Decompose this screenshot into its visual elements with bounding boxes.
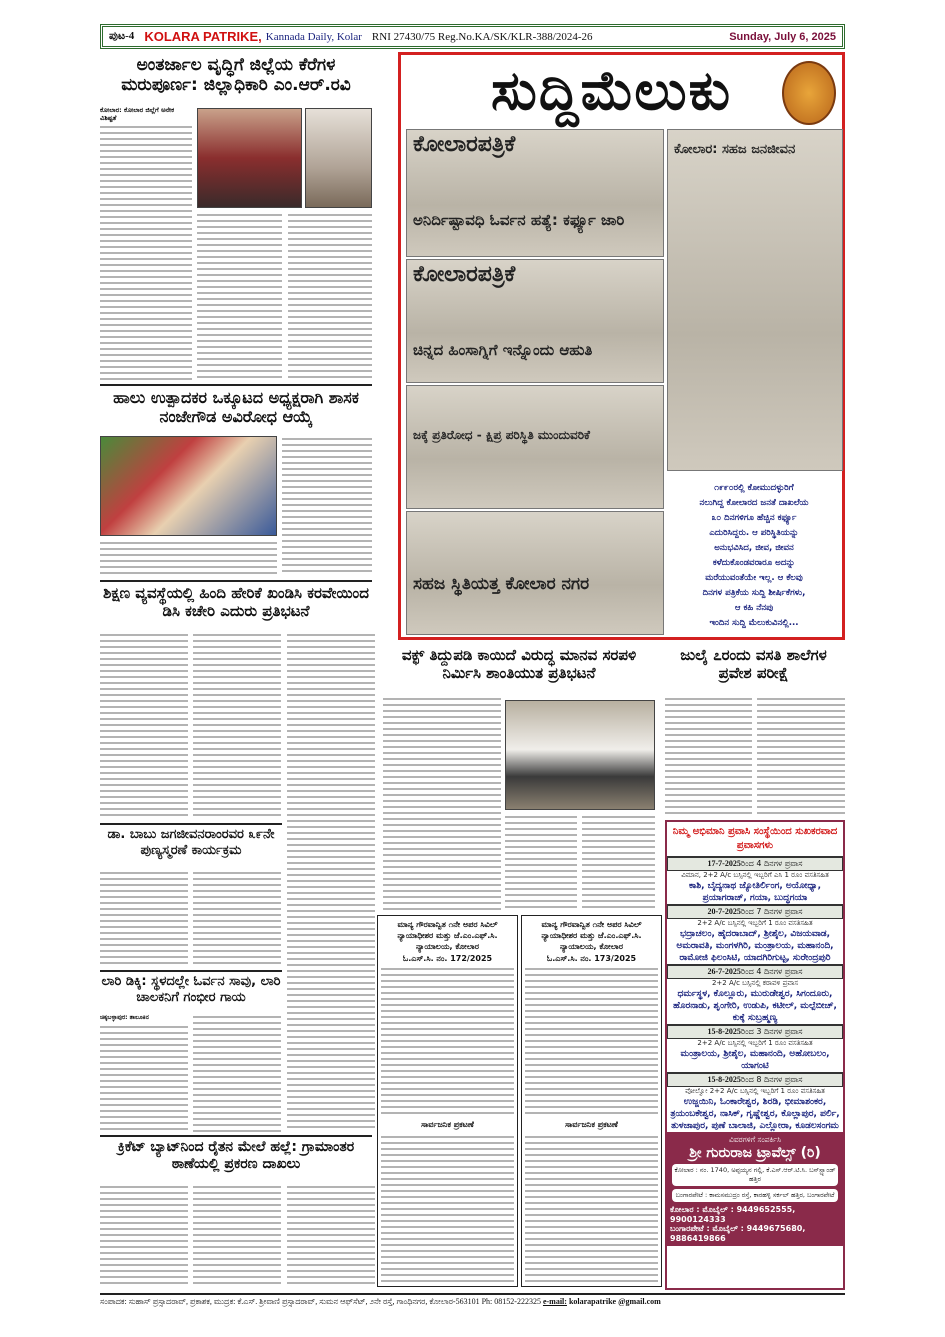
headline-lakes: ಅಂತರ್ಜಾಲ ವೃದ್ಧಿಗೆ ಜಿಲ್ಲೆಯ ಕೆರೆಗಳ ಮರುಪೂರ್ಣ: ಜಿಲ್ಲಾಧಿಕಾರಿ ಎಂ.ಆರ್.ರವಿ [121,55,351,96]
trip-item: 15-8-2025ರಿಂದ 3 ದಿನಗಳ ಪ್ರವಾಸ 2+2 A/c ಬಸ್ಸಿನಲ್ಲಿ ಇಬ್ಬರಿಗೆ 1 ರೂಂ ವಸತಿಸಹಿತ ಮಂತ್ರಾಲಯ, ಶ್ರೀಶೈಲ, ಮಹಾನಂದಿ, ಅಹೋಬಲಂ, ಯಾಗಂಟಿ [667,1024,843,1072]
headline-residential-schools: ಜುಲೈ ೭ರಂದು ವಸತಿ ಶಾಲೆಗಳ ಪ್ರವೇಶ ಪರೀಕ್ಷೆ [680,646,827,682]
headline-hindi-protest: ಶಿಕ್ಷಣ ವ್ಯವಸ್ಥೆಯಲ್ಲಿ ಹಿಂದಿ ಹೇರಿಕೆ ಖಂಡಿಸಿ ಕರವೇಯಿಂದ ಡಿಸಿ ಕಚೇರಿ ಎದುರು ಪ್ರತಿಭಟನೆ [103,584,369,620]
article-body [287,1184,375,1288]
trip-item: 17-7-2025ರಿಂದ 4 ದಿನಗಳ ಪ್ರವಾಸ ವಿಮಾನ, 2+2 A/c ಬಸ್ಸಿನಲ್ಲಿ ಇಬ್ಬರಿಗೆ ಎಸಿ 1 ರೂಂ ವಸತಿಸಹಿತ ಕಾಶಿ, ಬೈದ್ಯನಾಥ ಜ್ಯೋತಿರ್ಲಿಂಗ, ಅಯೋಧ್ಯಾ, ಪ್ರಯಾಗರಾಜ್, ಗಯಾ, ಬುದ್ಧಗಯಾ [667,856,843,904]
phone-bangarapet: ಬಂಗಾರಪೇಟೆ : ಮೊಬೈಲ್ : 9449675680, 9886419866 [670,1224,806,1243]
article-body [287,632,375,1132]
headline-lorry-accident: ಲಾರಿ ಡಿಕ್ಕಿ: ಸ್ಥಳದಲ್ಲೇ ಓರ್ವನ ಸಾವು, ಲಾರಿ ಚಾಲಕನಿಗೆ ಗಂಭೀರ ಗಾಯ [101,974,281,1005]
newspaper-logo-icon [782,61,836,125]
article-column [100,106,192,380]
clipping: ಜಕ್ಕೆ ಪ್ರತಿರೋಧ - ಕ್ಷಿಪ್ರ ಪರಿಸ್ಥಿತಿ ಮುಂದುವರಿಕೆ [406,385,664,509]
clipping: ಕೋಲಾರಪತ್ರಿಕೆ ಅನಿರ್ದಿಷ್ಟಾವಧಿ ಓರ್ವನ ಹತ್ಯೆ: ಕರ್ಫ್ಯೂ ಜಾರಿ [406,129,664,257]
registration: RNI 27430/75 Reg.No.KA/SK/KLR-388/2024-26 [371,30,593,43]
phone-kolar: ಕೋಲಾರ : ಮೊಬೈಲ್ : 9449652555, 9900124333 [670,1205,796,1224]
photo-officials [197,108,302,208]
divider [100,1135,372,1137]
photo-human-chain [505,700,655,810]
paper-subtitle: Kannada Daily, Kolar [265,30,362,43]
trip-item: 15-8-2025ರಿಂದ 8 ದಿನಗಳ ಪ್ರವಾಸ ವೋಲ್ವೋ 2+2 A/c ಬಸ್ಸಿನಲ್ಲಿ ಇಬ್ಬರಿಗೆ 1 ರೂಂ ವಸತಿಸಹಿತ ಉಜ್ಜಯಿನಿ, ಓಂಕಾರೇಶ್ವರ, ಶಿರಡಿ, ಭೀಮಾಶಂಕರ, ತ್ರಯಂಬಕೇಶ್ವರ, ನಾಸಿಕ್, ಗೃಷ್ಣೇಶ್ವರ, ಕೊಲ್ಲಾಪುರ, ಪರ್ಲಿ, ತುಳಜಾಪುರ, ಪುಣೆ ಬಾಲಾಜಿ, ಎಲ್ಲೋರಾ, ಕೂಡಲಸಂಗಮ [667,1072,843,1132]
feature-caption: ೧೯೯೦ರಲ್ಲಿ ಕೋಮುದಳ್ಳುರಿಗೆ ನಲುಗಿದ್ದ ಕೋಲಾರದ ಜನತೆ ದಾಖಲೆಯ ೩೦ ದಿನಗಳಿಗೂ ಹೆಚ್ಚಿನ ಕರ್ಫ್ಯೂ ಎದುರಿಸಿದ್ದರು. ಆ ಪರಿಸ್ಥಿತಿಯನ್ನು ಅನುಭವಿಸಿದ, ಜೀವ, ಜೀವನ ಕಳೆದುಕೊಂಡವರಾರೂ ಅದನ್ನು ಮರೆಯುವಂತೆಯೇ ಇಲ್ಲ. ಆ ಕೆಲವು ದಿನಗಳ ಪತ್ರಿಕೆಯ ಸುದ್ದಿ ಶೀರ್ಷಿಕೆಗಳು, ಆ ಕಹಿ ನೆನಪು ಇಂದಿನ ಸುದ್ದಿ ಮೆಲುಕುವಿನಲ್ಲಿ... [699,483,809,628]
ad-contact: ವಿವರಗಳಿಗೆ ಸಂಪರ್ಕಿಸಿ ಶ್ರೀ ಗುರುರಾಜ ಟ್ರಾವೆಲ್ಸ್ (ರಿ) ಕೋಲಾರ : ನಂ. 1740, ಅಪ್ಪಯ್ಯನ ಗಲ್ಲಿ, ಕೆ.ಎಸ್.ಆರ್.ಟಿ.ಸಿ. ಬಸ್‌ಸ್ಟ್ಯಾಂಡ್ ಹತ್ತಿರ ಬಂಗಾರಪೇಟೆ : ಕಾಮಸಮುದ್ರಂ ರಸ್ತೆ, ಕಾರಹಳ್ಳಿ ಸರ್ಕಲ್ ಹತ್ತಿರ, ಬಂಗಾರಪೇಟೆ ಕೋಲಾರ : ಮೊಬೈಲ್ : 9449652555, 9900124333 ಬಂಗಾರಪೇಟೆ : ಮೊಬೈಲ್ : 9449675680, 9886419866 [667,1132,843,1246]
dateline-lakes: ಕೋಲಾರ: ಕೋಲಾರ ಜಿಲ್ಲೆಗೆ ಅನೇಕ ವಿಶಿಷ್ಟತೆ [100,106,192,122]
divider [100,823,282,825]
photo-speaker [305,108,372,208]
headline-cricket-bat-assault: ಕ್ರಿಕೆಟ್ ಬ್ಯಾಟ್‌ನಿಂದ ರೈತನ ಮೇಲೆ ಹಲ್ಲೆ: ಗ್ರಾಮಾಂತರ ಠಾಣೆಯಲ್ಲಿ ಪ್ರಕರಣ ದಾಖಲು [117,1139,355,1172]
headline-waqf-protest: ವಕ್ಫ್ ತಿದ್ದುಪಡಿ ಕಾಯಿದೆ ವಿರುದ್ಧ ಮಾನವ ಸರಪಳಿ ನಿರ್ಮಿಸಿ ಶಾಂತಿಯುತ ಪ್ರತಿಭಟನೆ [401,646,637,682]
clipping: ಸಹಜ ಸ್ಥಿತಿಯತ್ತ ಕೋಲಾರ ನಗರ [406,511,664,635]
divider [100,384,372,386]
brand-name: KOLARA PATRIKE, [144,29,262,44]
photo-felicitation [100,436,277,536]
headline-milk-union: ಹಾಲು ಉತ್ಪಾದಕರ ಒಕ್ಕೂಟದ ಅಧ್ಯಕ್ಷರಾಗಿ ಶಾಸಕ ನಂಜೇಗೌಡ ಅವಿರೋಧ ಆಯ್ಕೆ [113,388,359,427]
article-body [100,124,192,380]
masthead [100,24,845,49]
article-body [288,212,372,380]
trip-item: 26-7-2025ರಿಂದ 4 ದಿನಗಳ ಪ್ರವಾಸ 2+2 A/c ಬಸ್ಸಿನಲ್ಲಿ ಕರಾವಳಿ ಪ್ರವಾಸ ಧರ್ಮಸ್ಥಳ, ಕೊಲ್ಲೂರು, ಮುರುಡೇಶ್ವರ, ಸಿಗಂದೂರು, ಹೊರನಾಡು, ಶೃಂಗೇರಿ, ಉಡುಪಿ, ಕಟೀಲ್, ಮಲ್ಪೆಬೀಚ್, ಕುಕ್ಕೆ ಸುಬ್ರಹ್ಮಣ್ಯ [667,964,843,1024]
page-number: ಪುಟ-4 [109,30,135,42]
article-body [100,1024,188,1133]
company-name: ಶ್ರೀ ಗುರುರಾಜ ಟ್ರಾವೆಲ್ಸ್ (ರಿ) [689,1145,821,1161]
article-body [100,1184,188,1288]
article-body [757,696,845,814]
article-body [100,632,188,820]
dateline-accident: ಚಿಕ್ಕಬಳ್ಳಾಪುರ: ತಾಲೂಕಿನ [100,1014,188,1022]
article-body [193,1014,281,1132]
article-body [505,814,577,910]
email-label: e-mail: [542,1297,567,1306]
clipping: ಕೋಲಾರ: ಸಹಜ ಜನಜೀವನ [667,129,843,471]
ad-heading: ನಿಮ್ಮ ಅಭಿಮಾನಿ ಪ್ರವಾಸಿ ಸಂಸ್ಥೆಯಿಂದ ಸುಖಕರವಾದ ಪ್ರವಾಸಗಳು [672,826,838,851]
article-body [100,540,277,576]
article-body [193,632,281,820]
phone: Ph: 08152-222325 [481,1297,541,1306]
article-body [193,1184,281,1288]
imprint-text: ಸಂಪಾದಕ: ಸುಹಾಸ್ ಪ್ರಸ್ಸಾದರಾವ್, ಪ್ರಕಾಶಕ, ಮುದ್ರಕ: ಕೆ.ಎಸ್. ಶ್ರೀವಾಣಿ ಪ್ರಸ್ಸಾದರಾವ್, ಸುಮನ ಆಫ್‌ಸೆಟ್, ೨ನೇ ರಸ್ತೆ, ಗಾಂಧಿನಗರ, ಕೋಲಾರ-563101 [100,1297,480,1306]
travel-advertisement [665,820,845,1290]
clipping: ಕೋಲಾರಪತ್ರಿಕೆ ಚಿನ್ನದ ಹಿಂಸಾಗ್ನಿಗೆ ಇನ್ನೊಂದು ಆಹುತಿ [406,259,664,383]
imprint-footer [100,1293,845,1307]
divider [100,970,282,972]
article-column [100,1014,188,1132]
email-link[interactable]: kolarapatrike @gmail.com [568,1297,661,1306]
feature-title: ಸುದ್ದಿಮೆಲುಕು [491,59,733,122]
article-body [665,696,752,814]
court-notice: ಮಾನ್ಯ ಗೌರವಾನ್ವಿತ ೧ನೇ ಅಪರ ಸಿವಿಲ್ ನ್ಯಾಯಾಧೀಶರ ಮತ್ತು ಜೆ.ಎಂ.ಎಫ್.ಸಿ. ನ್ಯಾಯಾಲಯ, ಕೋಲಾರ ಓ.ಎಸ್.ಸಿ. ನಂ. 173/2025 ಸಾರ್ವಜನಿಕ ಪ್ರಕಟಣೆ [521,915,662,1287]
article-body [197,212,282,380]
divider [100,580,372,582]
issue-date: Sunday, July 6, 2025 [729,30,836,43]
headline-babu-jagjivan: ಡಾ. ಬಾಬು ಜಗಜೀವನರಾಂರವರ ೩೯ನೇ ಪುಣ್ಯಸ್ಮರಣೆ ಕಾರ್ಯಕ್ರಮ [107,827,275,858]
article-body [100,870,188,968]
article-body [282,436,372,576]
trip-item: 20-7-2025ರಿಂದ 7 ದಿನಗಳ ಪ್ರವಾಸ 2+2 A/c ಬಸ್ಸಿನಲ್ಲಿ ಇಬ್ಬರಿಗೆ 1 ರೂಂ ವಸತಿಸಹಿತ ಭದ್ರಾಚಲಂ, ಹೈದರಾಬಾದ್, ಶ್ರೀಶೈಲ, ವಿಜಯವಾಡ, ಅಮರಾವತಿ, ಮಂಗಳಗಿರಿ, ಮಂತ್ರಾಲಯ, ಮಹಾನಂದಿ, ರಾಮೋಜಿ ಫಿಲಂಸಿಟಿ, ಯಾದಗಿರಿಗುಟ್ಟ, ಸುರೇಂದ್ರಪುರಿ [667,904,843,964]
article-body [582,814,655,910]
article-body [193,870,281,968]
suddi-meluku-feature [398,52,845,640]
article-body [383,696,501,910]
court-notice: ಮಾನ್ಯ ಗೌರವಾನ್ವಿತ ೧ನೇ ಅಪರ ಸಿವಿಲ್ ನ್ಯಾಯಾಧೀಶರ ಮತ್ತು ಜೆ.ಎಂ.ಎಫ್.ಸಿ. ನ್ಯಾಯಾಲಯ, ಕೋಲಾರ ಓ.ಎಸ್.ಸಿ. ನಂ. 172/2025 ಸಾರ್ವಜನಿಕ ಪ್ರಕಟಣೆ [377,915,518,1287]
